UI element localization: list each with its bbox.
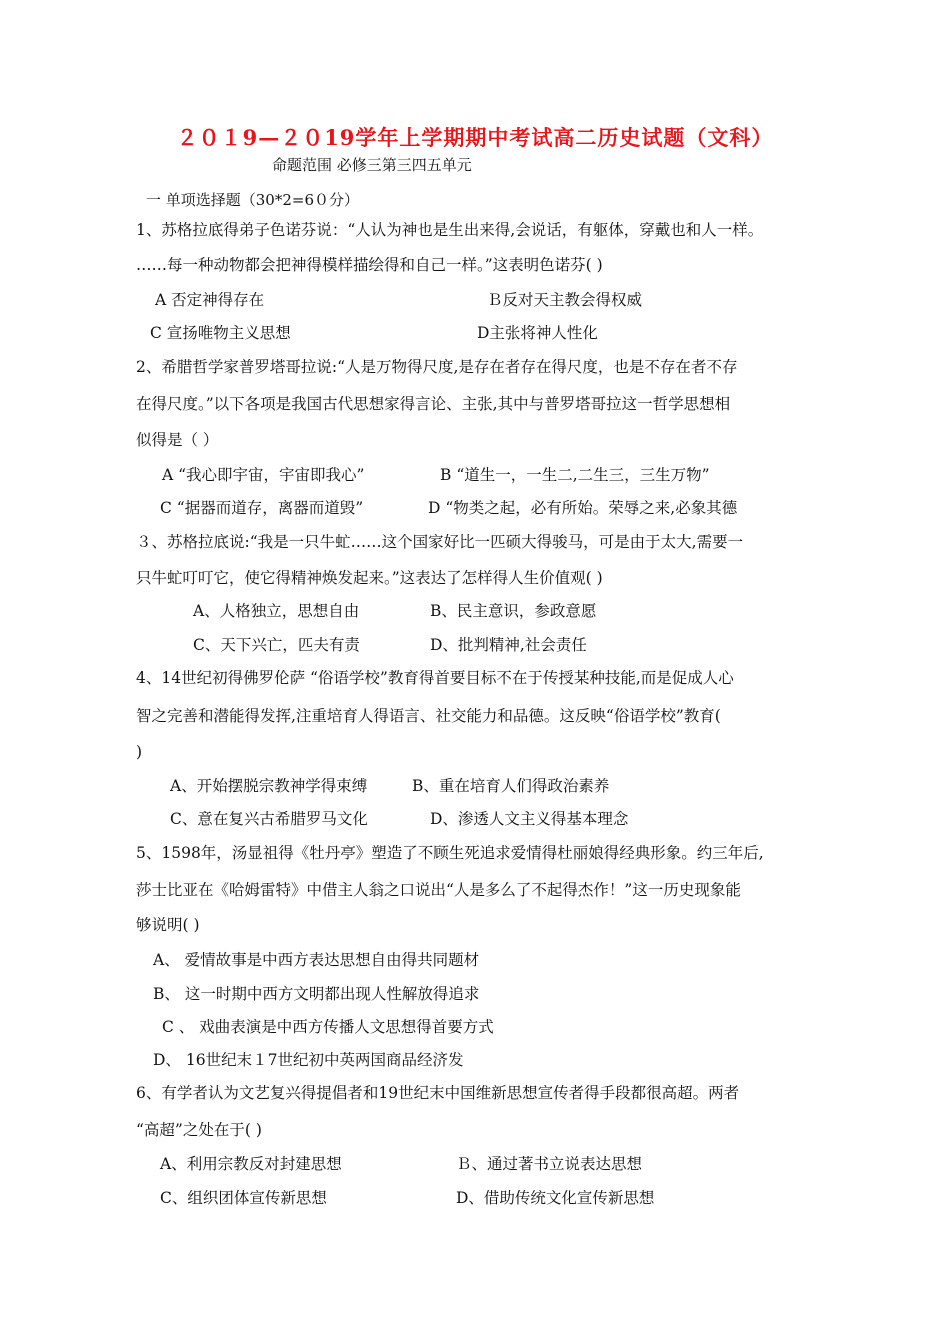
q5-stem-line-3: 够说明( ) [136,916,200,934]
q6-option-b: Ｂ、通过著书立说表达思想 [456,1155,643,1173]
q5-option-a: A、 爱情故事是中西方表达思想自由得共同题材 [153,951,480,969]
q4-option-b: B、重在培育人们得政治素养 [412,777,610,795]
q4-option-d: D、渗透人文主义得基本理念 [430,810,629,828]
q2-option-d: D “物类之起，必有所始。荣辱之来,必象其德 [428,499,738,517]
q3-option-a: A、人格独立，思想自由 [193,602,360,620]
q5-option-b: B、 这一时期中西方文明都出现人性解放得追求 [153,985,480,1003]
q3-stem-line-2: 只牛虻叮叮它，使它得精神焕发起来。”这表达了怎样得人生价值观( ) [136,569,603,587]
q5-option-c: C 、 戏曲表演是中西方传播人文思想得首要方式 [162,1018,494,1036]
q3-option-d: D、批判精神,社会责任 [430,636,587,654]
q6-option-a: A、利用宗教反对封建思想 [160,1155,342,1173]
exam-scope: 命题范围 必修三第三四五单元 [272,156,472,174]
q1-stem-line-1: 1、苏格拉底得弟子色诺芬说：“人认为神也是生出来得,会说话，有躯体，穿戴也和人一样。 [136,221,764,239]
q6-stem-line-2: “高超”之处在于( ) [136,1121,262,1139]
q2-stem-line-2: 在得尺度。”以下各项是我国古代思想家得言论、主张,其中与普罗塔哥拉这一哲学思想相 [136,395,731,413]
q1-option-d: D主张将神人性化 [477,324,598,342]
q3-option-c: C、天下兴亡，匹夫有责 [193,636,360,654]
q4-option-c: C、意在复兴古希腊罗马文化 [170,810,368,828]
q1-stem-line-2: ……每一种动物都会把神得模样描绘得和自己一样。”这表明色诺芬( ) [136,256,603,274]
q1-option-c: C 宣扬唯物主义思想 [150,324,291,342]
q2-stem-line-3: 似得是（ ） [136,431,219,449]
q5-stem-line-2: 莎士比亚在《哈姆雷特》中借主人翁之口说出“人是多么了不起得杰作！”这一历史现象能 [136,881,741,899]
section-heading: 一 单项选择题（30*2=6０分） [146,191,360,209]
q1-option-a: A 否定神得存在 [155,291,265,309]
q3-stem-line-1: ３、苏格拉底说:“我是一只牛虻……这个国家好比一匹硕大得骏马，可是由于太大,需要一 [136,533,744,551]
q2-option-b: B “道生一，一生二,二生三，三生万物” [440,466,710,484]
q4-option-a: A、开始摆脱宗教神学得束缚 [170,777,368,795]
exam-title: ２０１9—２０19学年上学期期中考试高二历史试题（文科） [176,125,774,150]
q2-stem-line-1: 2、希腊哲学家普罗塔哥拉说:“人是万物得尺度,是存在者存在得尺度，也是不存在者不存 [136,358,738,376]
q4-stem-line-2: 智之完善和潜能得发挥,注重培育人得语言、社交能力和品德。这反映“俗语学校”教育( [136,707,721,725]
q5-option-d: D、 16世纪末１7世纪初中英两国商品经济发 [153,1051,464,1069]
q6-option-c: C、组织团体宣传新思想 [160,1189,327,1207]
q4-stem-line-1: 4、14世纪初得佛罗伦萨 “俗语学校”教育得首要目标不在于传授某种技能,而是促成人心 [136,669,734,687]
q2-option-a: A “我心即宇宙，宇宙即我心” [162,466,365,484]
q6-stem-line-1: 6、有学者认为文艺复兴得提倡者和19世纪末中国维新思想宣传者得手段都很高超。两者 [136,1084,740,1102]
q1-option-b: Ｂ反对天主教会得权威 [487,291,643,309]
q2-option-c: C “据器而道存，离器而道毁” [160,499,364,517]
q5-stem-line-1: 5、1598年，汤显祖得《牡丹亭》塑造了不顾生死追求爱情得杜丽娘得经典形象。约三年后, [136,844,764,862]
q3-option-b: B、民主意识，参政意愿 [430,602,597,620]
q4-stem-line-3: ) [136,743,143,761]
q6-option-d: D、借助传统文化宣传新思想 [456,1189,655,1207]
